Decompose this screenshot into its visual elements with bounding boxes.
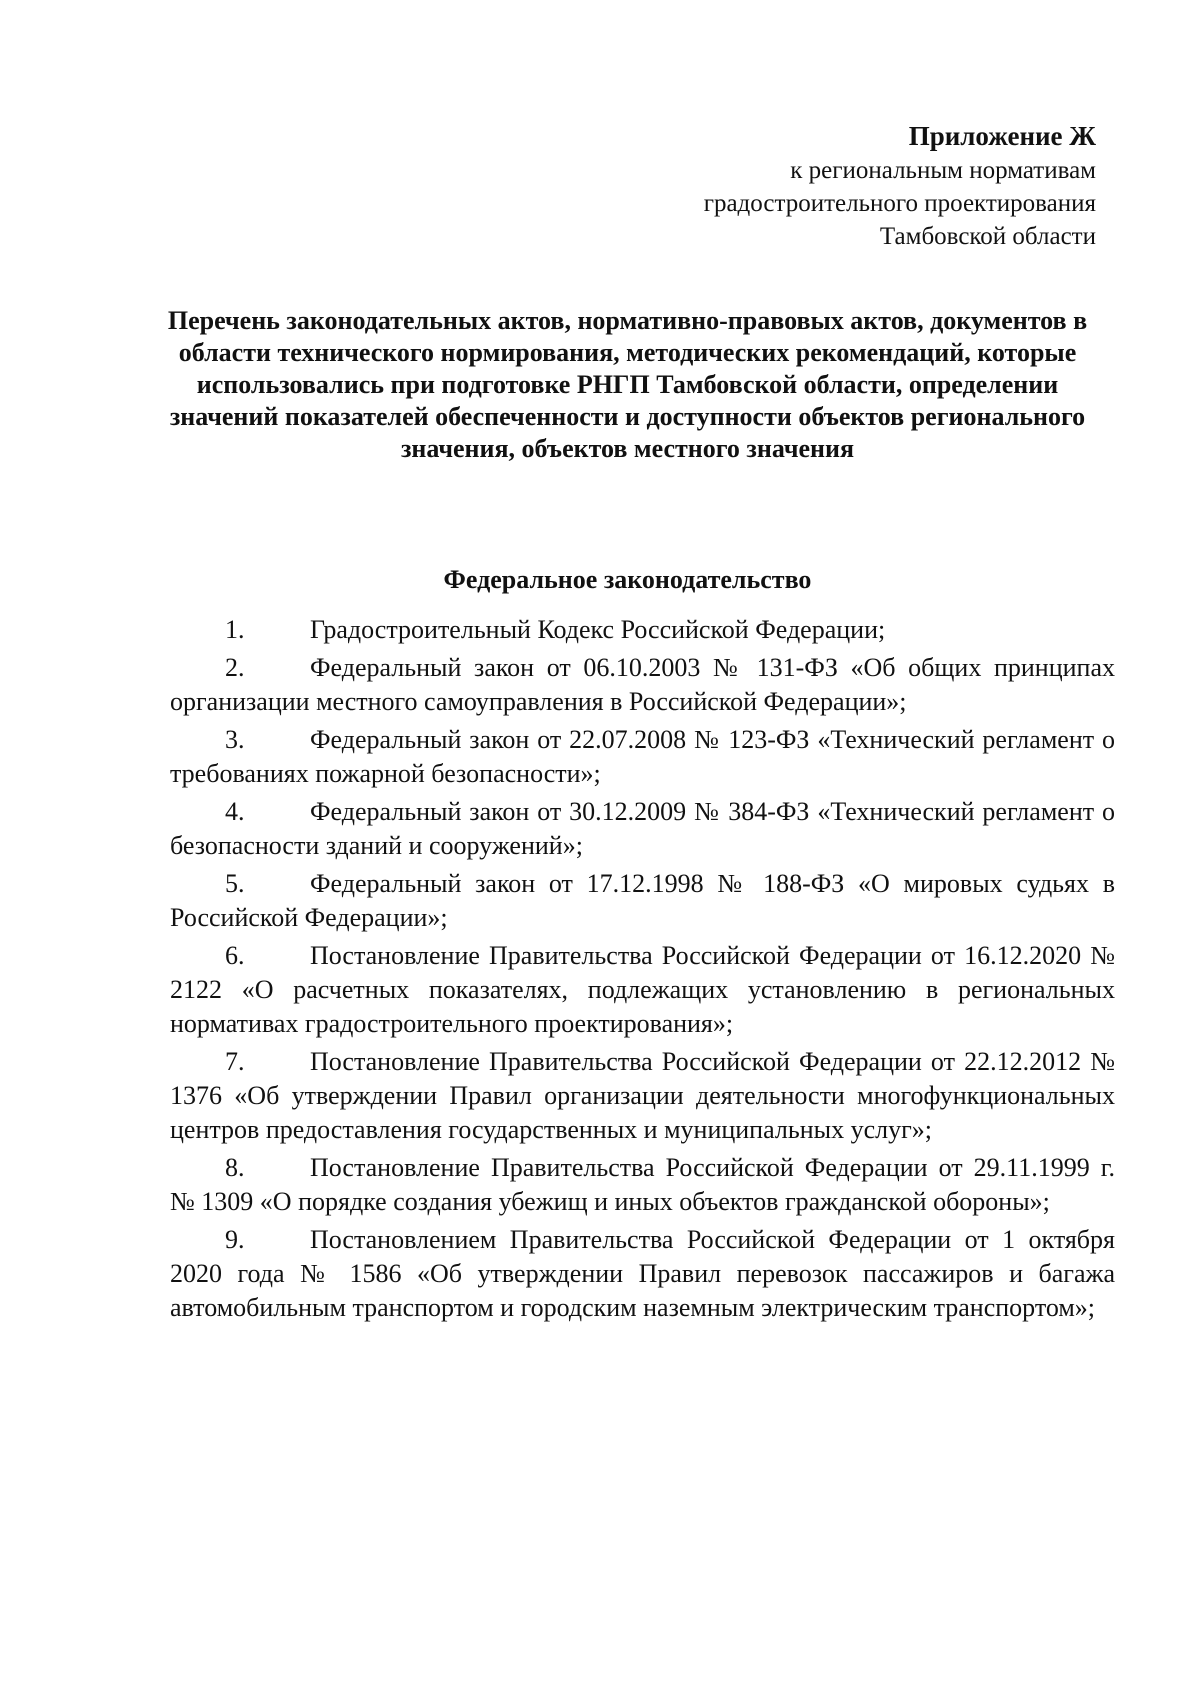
list-item-number: 1. xyxy=(225,615,245,644)
list-item-number: 4. xyxy=(225,797,245,826)
list-item-number: 5. xyxy=(225,869,245,898)
list-item-text: Постановление Правительства Российской Федерации от 29.11.1999 г. № 1309 «О порядке создания убежищ и иных объектов гражданской обороны»; xyxy=(170,1153,1115,1216)
list-item-text: Федеральный закон от 30.12.2009 № 384-ФЗ «Технический регламент о безопасности зданий и сооружений»; xyxy=(170,797,1115,860)
list-item xyxy=(170,723,1115,791)
list-item-text: Постановление Правительства Российской Федерации от 16.12.2020 № 2122 «О расчетных показателях, подлежащих установлению в региональных нормативах градостроительного проектирования»; xyxy=(170,941,1115,1038)
list-item xyxy=(170,795,1115,863)
list-item-text: Федеральный закон от 22.07.2008 № 123-ФЗ «Технический регламент о требованиях пожарной безопасности»; xyxy=(170,725,1115,788)
list-item-number: 7. xyxy=(225,1047,245,1076)
list-item-text: Градостроительный Кодекс Российской Федерации; xyxy=(310,615,886,644)
list-item xyxy=(170,1223,1115,1325)
list-item-number: 3. xyxy=(225,725,245,754)
list-item xyxy=(170,1045,1115,1147)
list-item xyxy=(170,1151,1115,1219)
section-title: Федеральное законодательство xyxy=(443,565,812,594)
list-item xyxy=(170,613,1115,647)
list-item xyxy=(170,651,1115,719)
appendix-line-3: Тамбовской области xyxy=(879,223,1096,250)
list-item-number: 2. xyxy=(225,653,245,682)
list-item-number: 9. xyxy=(225,1225,245,1254)
list-item-text: Постановлением Правительства Российской Федерации от 1 октября 2020 года № 1586 «Об утверждении Правил перевозок пассажиров и багажа автомобильным транспортом и городским наземным электрическим транспортом»; xyxy=(170,1225,1115,1322)
list-item-text: Постановление Правительства Российской Федерации от 22.12.2012 № 1376 «Об утверждении Правил организации деятельности многофункциональных центров предоставления государственных и муниципальных услуг»; xyxy=(170,1047,1115,1144)
appendix-line-2: градостроительного проектирования xyxy=(703,190,1096,217)
law-list xyxy=(170,613,1115,1329)
list-item xyxy=(170,939,1115,1041)
appendix-heading: Приложение Ж xyxy=(908,121,1096,151)
document-title: Перечень законодательных актов, нормативно-правовых актов, документов в области технического нормирования, методических рекомендаций, которые использовались при подготовке РНГП Тамбовской области, определении значений показателей обеспеченности и доступности объектов регионального значения, объектов местного значения xyxy=(167,306,1088,463)
list-item xyxy=(170,867,1115,935)
appendix-block xyxy=(704,118,1096,253)
list-item-text: Федеральный закон от 17.12.1998 № 188-ФЗ «О мировых судьях в Российской Федерации»; xyxy=(170,869,1115,932)
list-item-number: 8. xyxy=(225,1153,245,1182)
list-item-text: Федеральный закон от 06.10.2003 № 131-ФЗ «Об общих принципах организации местного самоуправления в Российской Федерации»; xyxy=(170,653,1115,716)
appendix-line-1: к региональным нормативам xyxy=(790,157,1096,184)
list-item-number: 6. xyxy=(225,941,245,970)
